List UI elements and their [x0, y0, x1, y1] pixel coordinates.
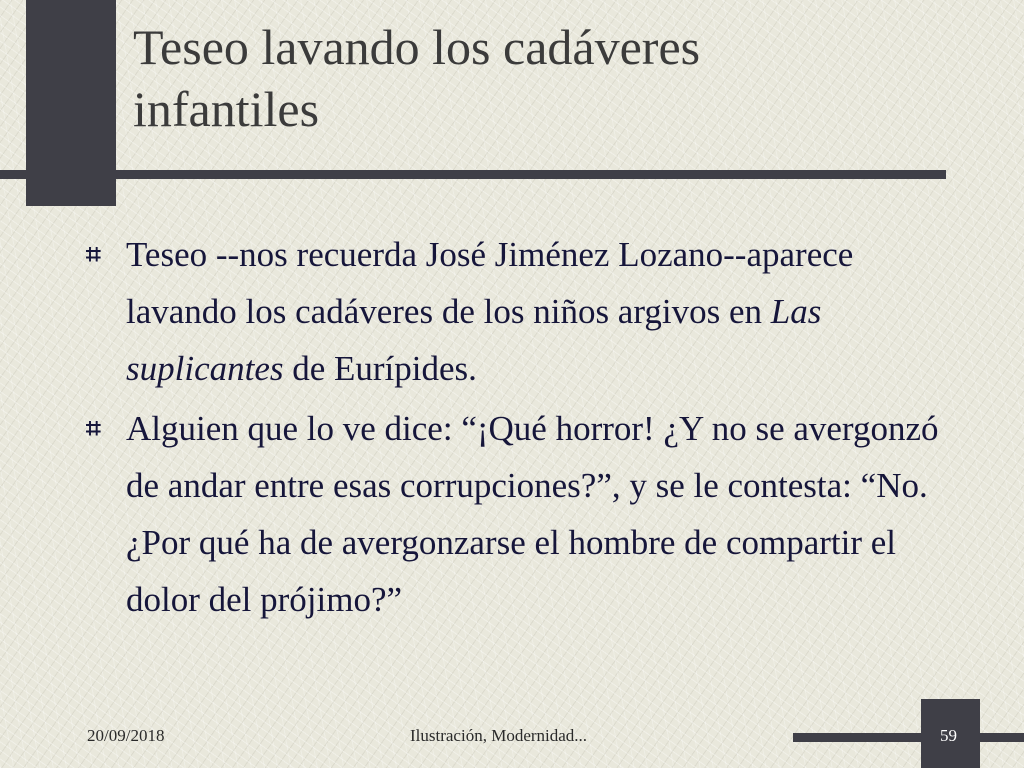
bullet-1-text-after: de Eurípides. — [283, 349, 477, 388]
footer-date: 20/09/2018 — [87, 726, 165, 745]
bullet-1-text-italic: Las suplicantes — [126, 292, 822, 388]
slide-title-line1: Teseo lavando los cadáveres — [133, 19, 701, 75]
footer-page-number: 59 — [940, 726, 957, 745]
bullet-1-text-before: Teseo --nos recuerda José Jiménez Lozano--aparece lavando los cadáveres de los niños argivos en — [126, 235, 854, 331]
decorative-line-bottom — [793, 733, 1024, 742]
bullet-2-text: Alguien que lo ve dice: “¡Qué horror! ¿Y no se avergonzó de andar entre esas corrupciones?”, y se le contesta: “No. ¿Por qué ha de avergonzarse el hombre de compartir el dolor del prójimo?” — [126, 409, 939, 619]
bullet-item-1 — [82, 226, 942, 397]
bullet-item-2 — [82, 400, 942, 628]
slide-title — [133, 16, 933, 140]
hash-bullet-icon: ⌗ — [86, 240, 101, 269]
slide-content — [82, 226, 942, 631]
footer-center-text: Ilustración, Modernidad... — [410, 726, 588, 745]
slide-title-line2: infantiles — [133, 81, 320, 137]
decorative-line-top — [0, 170, 946, 179]
hash-bullet-icon: ⌗ — [86, 414, 101, 443]
